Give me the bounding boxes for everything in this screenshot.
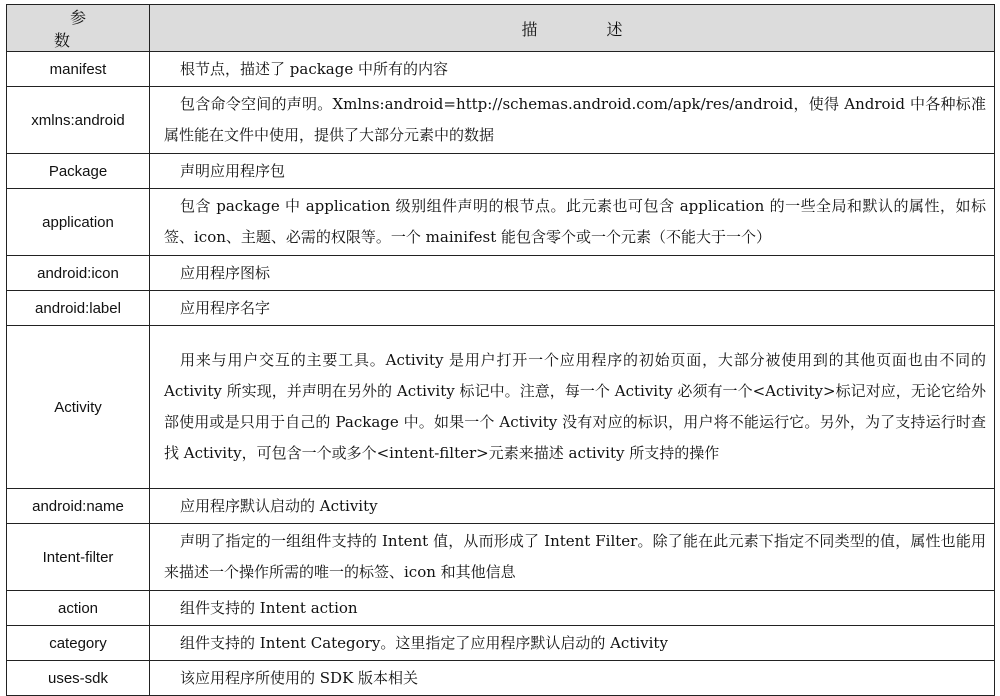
desc-cell (150, 591, 995, 626)
param-cell: Activity (7, 326, 150, 489)
param-cell: android:label (7, 291, 150, 326)
desc-text: 应用程序默认启动的 Activity (180, 496, 378, 515)
desc-cell (150, 154, 995, 189)
header-desc: 描 述 (150, 5, 995, 52)
desc-cell (150, 626, 995, 661)
param-cell: Package (7, 154, 150, 189)
desc-cell (150, 524, 995, 591)
table-row (7, 52, 995, 87)
desc-text: 应用程序名字 (180, 298, 271, 317)
param-cell: xmlns:android (7, 87, 150, 154)
desc-cell (150, 489, 995, 524)
table-row (7, 661, 995, 696)
table-row (7, 256, 995, 291)
param-cell: android:name (7, 489, 150, 524)
param-cell: android:icon (7, 256, 150, 291)
desc-text: 声明应用程序包 (180, 161, 286, 180)
desc-text: 声明了指定的一组组件支持的 Intent 值，从而形成了 Intent Filter。除了能在此元素下指定不同类型的值，属性也能用来描述一个操作所需的唯一的标签、icon 和其他信息 (164, 532, 986, 581)
param-cell: Intent-filter (7, 524, 150, 591)
parameter-table (6, 4, 995, 696)
desc-text: 用来与用户交互的主要工具。Activity 是用户打开一个应用程序的初始页面，大部分被使用到的其他页面也由不同的 Activity 所实现，并声明在另外的 Activity 标记中。注意，每一个 Activity 必须有一个<Activity>标记对应，无论它给外部使用或是只用于自己的 Package 中。如果一个 Activity 没有对应的标识，用户将不能运行它。另外，为了支持运行时查找 Activity，可包含一个或多个<intent-filter>元素来描述 activity 所支持的操作 (164, 351, 986, 462)
param-cell: category (7, 626, 150, 661)
table-row (7, 189, 995, 256)
desc-text: 组件支持的 Intent action (180, 598, 358, 617)
table-header (7, 5, 995, 52)
table-row (7, 489, 995, 524)
desc-cell (150, 661, 995, 696)
table-row (7, 626, 995, 661)
desc-cell (150, 291, 995, 326)
desc-text: 组件支持的 Intent Category。这里指定了应用程序默认启动的 Activity (180, 633, 668, 652)
desc-text: 根节点，描述了 package 中所有的内容 (180, 59, 448, 78)
desc-text: 该应用程序所使用的 SDK 版本相关 (180, 668, 419, 687)
param-cell: application (7, 189, 150, 256)
desc-text: 应用程序图标 (180, 263, 271, 282)
desc-cell (150, 87, 995, 154)
desc-cell (150, 326, 995, 489)
table-body (7, 52, 995, 696)
param-cell: action (7, 591, 150, 626)
desc-cell (150, 52, 995, 87)
param-cell: manifest (7, 52, 150, 87)
table-row (7, 524, 995, 591)
desc-cell (150, 256, 995, 291)
table-row (7, 154, 995, 189)
header-param: 参 数 (7, 5, 150, 52)
table-row (7, 326, 995, 489)
table-row (7, 291, 995, 326)
header-row (7, 5, 995, 52)
param-cell: uses-sdk (7, 661, 150, 696)
desc-text: 包含 package 中 application 级别组件声明的根节点。此元素也可包含 application 的一些全局和默认的属性，如标签、icon、主题、必需的权限等。一个 mainifest 能包含零个或一个元素（不能大于一个） (164, 197, 986, 246)
table-row (7, 87, 995, 154)
desc-cell (150, 189, 995, 256)
desc-text: 包含命令空间的声明。Xmlns:android=http://schemas.android.com/apk/res/android，使得 Android 中各种标准属性能在文件中使用，提供了大部分元素中的数据 (164, 95, 986, 144)
table-row (7, 591, 995, 626)
